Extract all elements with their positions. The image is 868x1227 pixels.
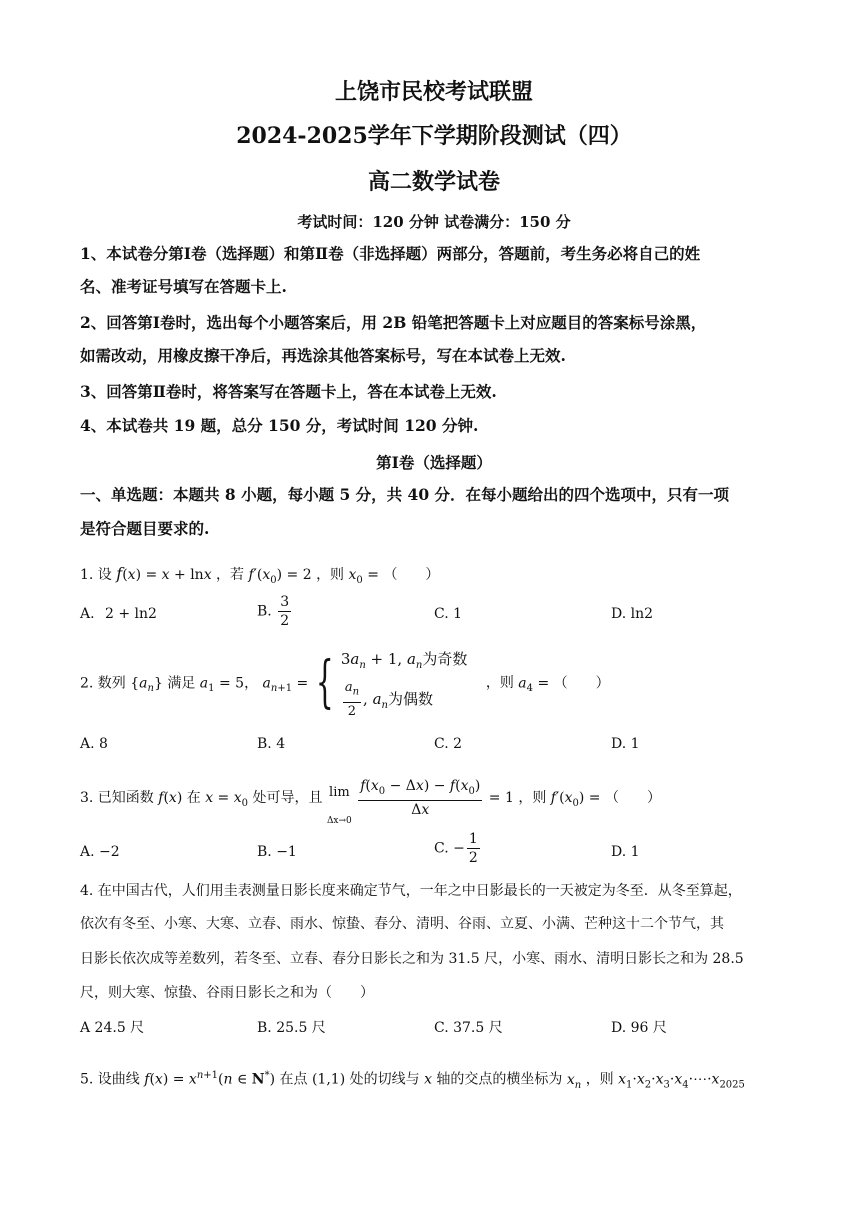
q3-c-label: C. <box>434 840 449 857</box>
q1-blank: （ ） <box>383 567 440 583</box>
q5-prefix: 5. 设曲线 <box>80 1071 140 1088</box>
q2-option-c[interactable]: C. 2 <box>434 736 463 752</box>
q1-option-b[interactable] <box>257 593 293 630</box>
q1-b-num: 3 <box>280 594 290 610</box>
q4-option-d[interactable]: D. 96 尺 <box>611 1020 667 1036</box>
question-3: 3. 已知函数 f(x) 在 $x = x_0$ 处可导，且 lim Δx→0 $\frac{f(x_0 - \Delta x) - f(x_0)}{\Delta x}$ = 1 ，则 $f'(x_0)$ = （ ） <box>80 770 661 827</box>
q5-mid1: 在点 <box>279 1071 308 1088</box>
note-3: 3、回答第Ⅱ卷时，将答案写在答题卡上，答在本试卷上无效. <box>80 382 497 401</box>
q1-derivative: f <box>248 567 254 583</box>
q1-prefix: 1. 设 <box>80 567 112 583</box>
q3-mid1: 在 <box>186 790 201 806</box>
q3-option-c[interactable]: C. − $\frac{1}{2}$ <box>434 831 478 866</box>
q3-mid2: 处可导，且 <box>252 790 323 806</box>
q5-mid2: 处的切线与 <box>349 1071 420 1088</box>
q3-fraction: $\frac{f(x_0 - \Delta x) - f(x_0)}{\Delta x}$ <box>360 777 481 819</box>
q1-option-a[interactable] <box>80 604 157 624</box>
q2-option-b[interactable]: B. 4 <box>257 736 286 752</box>
q1-cond: ，若 <box>216 567 245 583</box>
q1-a-value: 2 + ln2 <box>105 606 157 622</box>
q4-line-4: 尺，则大寒、惊蛰、谷雨日影长之和为（ ） <box>80 985 374 1001</box>
question-2: 2. 数列 $\{a_n\}$ 满足 $a_1 = 5$， $a_{n+1}$ = { $3a_n + 1$, $a_n$为奇数 $\frac{a_n}{2}$ , $a_n$为偶数 ，则 $a_4$ = （ ） <box>80 646 610 721</box>
q2-blank: （ ） <box>553 675 610 692</box>
q1-tail: ，则 <box>316 567 345 583</box>
q1-function: f <box>116 564 123 583</box>
exam-term-title: 2024-2025学年下学期阶段测试（四） <box>236 123 632 149</box>
q2-option-a[interactable]: A. 8 <box>80 736 108 752</box>
q2-brace: { <box>315 650 334 716</box>
question-1: 1. 设 f(x) = x + lnx ，若 $f'(x_0) = 2$ ，则 $x_0$ = （ ） <box>80 564 440 586</box>
exam-info: 考试时间：120 分钟 试卷满分：150 分 <box>297 213 571 231</box>
q4-line-3: 日影长依次成等差数列，若冬至、立春、春分日影长之和为 31.5 尺，小寒、雨水、清明日影长之和为 28.5 <box>80 951 744 967</box>
q2-mid: 满足 <box>167 675 196 692</box>
q2-option-d[interactable]: D. 1 <box>611 736 640 752</box>
q3-tail: ，则 <box>518 790 547 806</box>
q3-option-d[interactable]: D. 1 <box>611 844 640 860</box>
section-title: 第Ⅰ卷（选择题） <box>376 453 492 472</box>
note-1a: 1、本试卷分第Ⅰ卷（选择题）和第Ⅱ卷（非选择题）两部分，答题前，考生务必将自己的姓 <box>80 244 701 263</box>
q1-option-d[interactable]: D. ln2 <box>611 606 654 622</box>
note-2a: 2、回答第Ⅰ卷时，选出每个小题答案后，用 2B 铅笔把答题卡上对应题目的答案标号涂黑， <box>80 313 707 332</box>
q5-mid3: 轴的交点的横坐标为 <box>436 1071 563 1088</box>
q2-tail: ，则 <box>485 675 514 692</box>
q3-prefix: 3. 已知函数 <box>80 790 154 806</box>
q5-tail: ，则 <box>585 1071 614 1088</box>
q3-option-a[interactable]: A. −2 <box>80 844 120 860</box>
q1-b-den: 2 <box>280 613 290 629</box>
note-2b: 如需改动，用橡皮擦干净后，再选涂其他答案标号，写在本试卷上无效. <box>80 346 566 365</box>
q2-cases: $3a_n + 1$, $a_n$为奇数 $\frac{a_n}{2}$ , $a_n$为偶数 <box>340 650 468 719</box>
q4-option-a[interactable]: A 24.5 尺 <box>80 1020 145 1036</box>
note-1b: 名、准考证号填写在答题卡上. <box>80 277 287 296</box>
section-intro-a: 一、单选题：本题共 8 小题，每小题 5 分，共 40 分．在每小题给出的四个选项中，只有一项 <box>80 485 730 504</box>
question-5: 5. 设曲线 $f(x) = x^{n+1}(n$ ∈ N*) 在点 (1,1) 处的切线与 x 轴的交点的横坐标为 $x_n$ ，则 $x_1\cdot x_2\cdot x_3\cdot x_4\cdot\cdots\cdot x_{2025}$ <box>80 1070 745 1091</box>
q4-line-1: 4. 在中国古代，人们用圭表测量日影长度来确定节气，一年之中日影最长的一天被定为冬至．从冬至算起， <box>80 883 742 899</box>
q3-blank: （ ） <box>604 790 661 806</box>
q3-option-b[interactable]: B. −1 <box>257 844 297 860</box>
q1-b-label: B. <box>257 603 272 620</box>
q2-case-odd: 为奇数 <box>422 650 468 668</box>
q3-limit: lim Δx→0 <box>326 785 352 826</box>
q1-option-c[interactable]: C. 1 <box>434 606 463 622</box>
section-intro-b: 是符合题目要求的. <box>80 519 210 538</box>
q4-option-b[interactable]: B. 25.5 尺 <box>257 1020 326 1036</box>
note-4: 4、本试卷共 19 题，总分 150 分，考试时间 120 分钟. <box>80 416 479 435</box>
q1-a-label: A. <box>80 606 95 622</box>
q4-line-2: 依次有冬至、小寒、大寒、立春、雨水、惊蛰、春分、清明、谷雨、立夏、小满、芒种这十二个节气，其 <box>80 916 724 932</box>
q1-b-fraction <box>278 593 291 630</box>
q2-prefix: 2. 数列 <box>80 675 126 692</box>
exam-org-title: 上饶市民校考试联盟 <box>334 79 533 105</box>
q2-case-even: 为偶数 <box>388 689 434 708</box>
q4-option-c[interactable]: C. 37.5 尺 <box>434 1020 503 1036</box>
exam-subject-title: 高二数学试卷 <box>367 169 500 195</box>
